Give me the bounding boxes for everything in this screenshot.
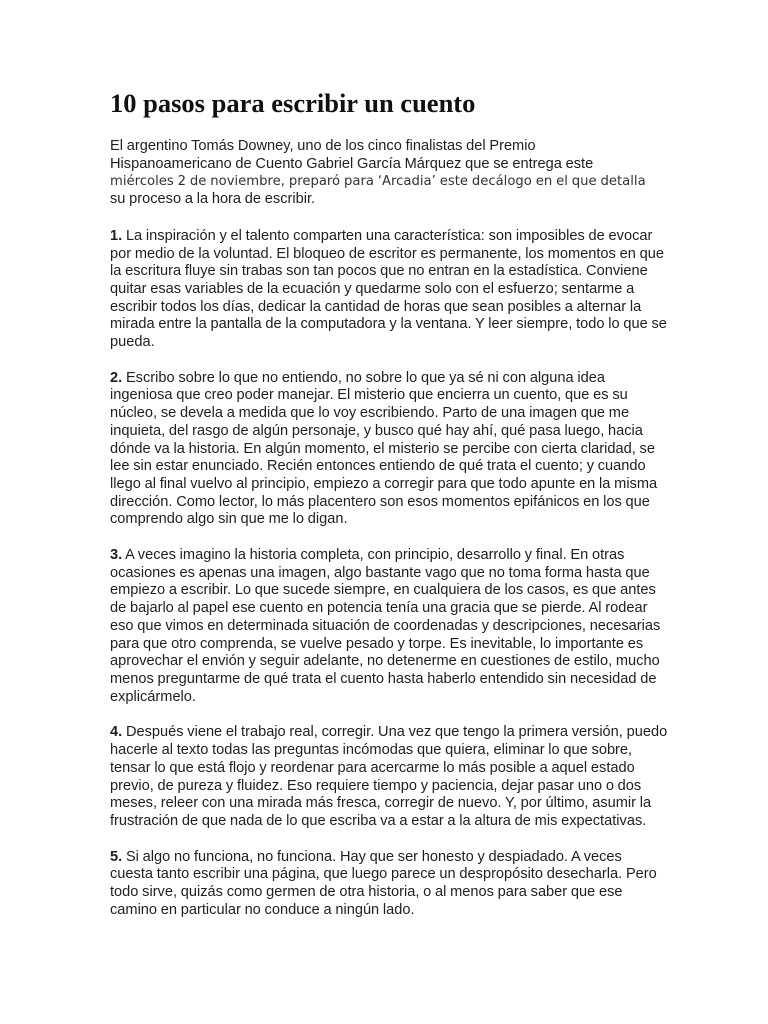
step-line — [110, 760, 670, 778]
step-line — [110, 458, 670, 476]
step-line-text: cuesta tanto escribir una página, que luego parece un despropósito desecharla. Pero — [110, 866, 657, 883]
step-line-text: para que otro comprenda, se vuelve pesado y torpe. Es inevitable, lo importante es — [110, 635, 644, 652]
step-line — [110, 405, 670, 423]
step-number: 5. — [110, 848, 123, 865]
step-line — [110, 246, 670, 264]
step-line — [110, 316, 670, 334]
step-line-text: lee sin estar enunciado. Recién entonces entiendo de qué trata el cuento; y cuando — [110, 458, 646, 475]
step-line — [110, 423, 670, 441]
step-line — [110, 778, 670, 796]
step-line-text: empiezo a escribir. Lo que sucede siempre, en cualquiera de los casos, es que antes — [110, 582, 656, 599]
step-line — [110, 671, 670, 689]
step-line-text: eso que vimos en determinada situación de coordenadas y descripciones, necesarias — [110, 617, 661, 634]
step-line-text: previo, de pureza y fluidez. Eso requiere tiempo y paciencia, dejar pasar uno o dos — [110, 777, 642, 794]
step-number: 3. — [110, 547, 123, 564]
step-paragraph-2 — [110, 370, 670, 529]
step-line-text: de bajarlo al papel ese cuento en potencia tenía una gracia que se pierde. Al rodear — [110, 600, 648, 617]
step-line-text: explicármelo. — [110, 688, 196, 705]
intro-line: miércoles 2 de noviembre, preparó para ‘Arcadia’ este decálogo en el que detalla — [110, 174, 646, 190]
step-line-text: Después viene el trabajo real, corregir. Una vez que tengo la primera versión, puedo — [125, 724, 668, 741]
step-line-text: inquieta, del rasgo de algún personaje, y busco qué hay ahí, qué pasa luego, hacia — [110, 422, 643, 439]
step-line — [110, 387, 670, 405]
step-line-text: dónde va la historia. En algún momento, el misterio se percibe con cierta claridad, se — [110, 440, 655, 457]
step-line — [110, 902, 670, 920]
step-line — [110, 494, 670, 512]
step-line-text: quitar esas variables de la ecuación y quedarme solo con el esfuerzo; sentarme a — [110, 280, 635, 297]
step-paragraph-4 — [110, 724, 670, 830]
intro-line: su proceso a la hora de escribir. — [110, 191, 316, 208]
intro-paragraph — [110, 138, 670, 209]
step-line — [110, 370, 670, 388]
step-line — [110, 653, 670, 671]
step-line-text: llego al final vuelvo al principio, empiezo a corregir para que todo apunte en la misma — [110, 475, 658, 492]
step-line-text: hacerle al texto todas las preguntas incómodas que quiera, eliminar lo que sobre, — [110, 742, 633, 759]
step-line-text: tensar lo que está flojo y reordenar para acercarme lo más posible a aquel estado — [110, 759, 635, 776]
step-line — [110, 742, 670, 760]
step-line-text: frustración de que nada de lo que escriba va a estar a la altura de mis expectativas. — [110, 812, 647, 829]
step-line-text: núcleo, se devela a medida que lo voy escribiendo. Parto de una imagen que me — [110, 405, 630, 422]
step-line — [110, 228, 670, 246]
step-number: 4. — [110, 724, 123, 741]
article-title: 10 pasos para escribir un cuento — [110, 88, 476, 118]
step-line-text: meses, releer con una mirada más fresca, corregir de nuevo. Y, por último, asumir la — [110, 795, 652, 812]
step-line-text: Si algo no funciona, no funciona. Hay que ser honesto y despiadado. A veces — [125, 848, 622, 865]
step-line — [110, 795, 670, 813]
intro-line: El argentino Tomás Downey, uno de los cinco finalistas del Premio — [110, 138, 536, 154]
step-number: 1. — [110, 227, 123, 244]
step-line-text: pueda. — [110, 334, 155, 351]
step-line-text: mirada entre la pantalla de la computadora y la ventana. Y leer siempre, todo lo que se — [110, 316, 667, 333]
step-line-text: todo sirve, quizás como germen de otra historia, o al menos para saber que ese — [110, 884, 623, 901]
step-line — [110, 884, 670, 902]
step-line — [110, 511, 670, 529]
step-line-text: dirección. Como lector, lo más placentero son esos momentos epifánicos en los que — [110, 493, 650, 510]
step-line-text: escribir todos los días, dedicar la cantidad de horas que sean posibles a alternar la — [110, 298, 642, 315]
step-line — [110, 334, 670, 352]
step-line-text: ingeniosa que creo poder manejar. El misterio que encierra un cuento, que es su — [110, 387, 628, 404]
step-line — [110, 849, 670, 867]
step-line-text: ocasiones es apenas una imagen, algo bastante vago que no toma forma hasta que — [110, 564, 650, 581]
step-line-text: la escritura fluye sin trabas son tan pocos que no entran en la estadística. Conviene — [110, 263, 648, 280]
step-line — [110, 866, 670, 884]
step-line-text: comprendo algo sin que me lo digan. — [110, 511, 348, 528]
step-paragraph-3 — [110, 547, 670, 706]
step-line-text: A veces imagino la historia completa, con principio, desarrollo y final. En otras — [125, 547, 625, 564]
step-line — [110, 600, 670, 618]
step-line — [110, 636, 670, 654]
step-line — [110, 813, 670, 831]
intro-line: Hispanoamericano de Cuento Gabriel García Márquez que se entrega este — [110, 155, 594, 172]
step-line-text: menos preguntarme de qué trata el cuento hasta haberlo entendido sin necesidad de — [110, 670, 657, 687]
step-line — [110, 263, 670, 281]
document-page — [110, 86, 670, 937]
step-paragraph-5 — [110, 849, 670, 920]
step-line-text: aprovechar el envión y seguir adelante, no detenerme en cuestiones de estilo, mucho — [110, 653, 660, 670]
step-line — [110, 618, 670, 636]
step-line-text: La inspiración y el talento comparten una característica: son imposibles de evocar — [125, 227, 653, 244]
step-line — [110, 299, 670, 317]
step-line — [110, 476, 670, 494]
step-number: 2. — [110, 369, 123, 386]
step-paragraph-1 — [110, 228, 670, 352]
step-line — [110, 281, 670, 299]
step-line-text: Escribo sobre lo que no entiendo, no sobre lo que ya sé ni con alguna idea — [125, 369, 605, 386]
step-line-text: por medio de la voluntad. El bloqueo de escritor es permanente, los momentos en que — [110, 245, 664, 262]
step-line — [110, 547, 670, 565]
step-line — [110, 724, 670, 742]
step-line — [110, 441, 670, 459]
step-line — [110, 582, 670, 600]
step-line — [110, 689, 670, 707]
step-line — [110, 565, 670, 583]
step-line-text: camino en particular no conduce a ningún lado. — [110, 901, 415, 918]
steps-list — [110, 228, 670, 920]
